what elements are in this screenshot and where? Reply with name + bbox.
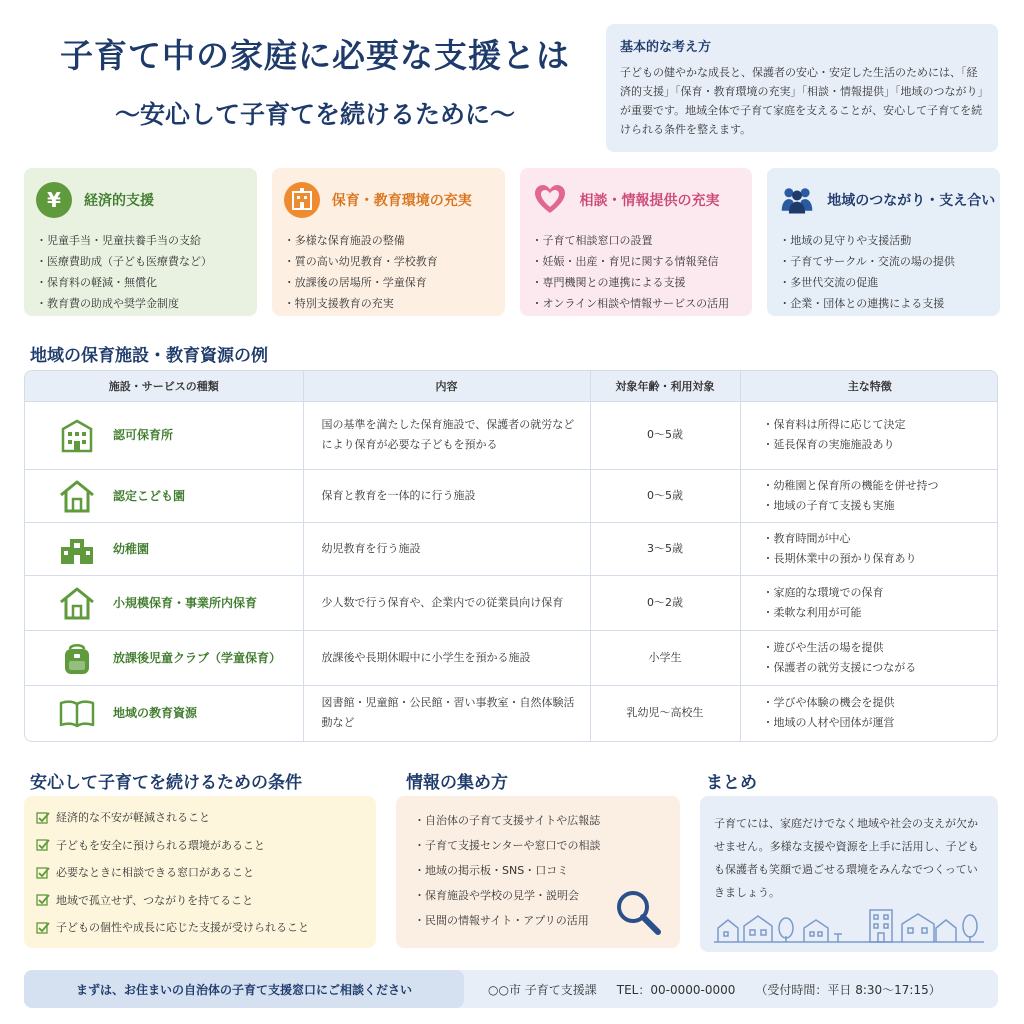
house-icon xyxy=(55,585,99,621)
list-item: ・専門機関との連携による支援 xyxy=(531,276,686,289)
facility-content: 保育と教育を一体的に行う施設 xyxy=(303,469,590,522)
heart-icon xyxy=(532,182,568,218)
facility-target: 0〜2歳 xyxy=(590,575,740,630)
list-item: ・民間の情報サイト・アプリの活用 xyxy=(414,914,589,927)
facilities-table xyxy=(24,370,998,742)
footer-bar xyxy=(24,970,998,1008)
list-item: ・オンライン相談や情報サービスの活用 xyxy=(531,297,730,310)
townscape-illustration xyxy=(714,906,984,946)
feature: ・遊びや生活の場を提供 xyxy=(762,640,884,654)
table-row xyxy=(25,575,998,630)
facility-name: 地域の教育資源 xyxy=(113,706,198,721)
list-item: ・地域の見守りや支援活動 xyxy=(779,234,912,247)
facility-target: 乳幼児〜高校生 xyxy=(590,685,740,741)
facility-content: 図書館・児童館・公民館・習い事教室・自然体験活動など xyxy=(303,685,590,741)
school-icon xyxy=(284,182,320,218)
facility-content: 幼児教育を行う施設 xyxy=(303,522,590,575)
list-item: ・多様な保育施設の整備 xyxy=(283,234,405,247)
check-icon xyxy=(36,838,50,852)
table-row xyxy=(25,469,998,522)
facility-name: 認可保育所 xyxy=(113,428,174,442)
check-icon xyxy=(36,893,50,907)
page-header xyxy=(30,30,600,131)
facility-name: 小規模保育・事業所内保育 xyxy=(113,595,258,610)
people-icon xyxy=(779,182,815,218)
card-title: 地域のつながり・支え合い xyxy=(827,193,996,209)
summary-box xyxy=(700,796,998,952)
facility-content: 国の基準を満たした保育施設で、保護者の就労などにより保育が必要な子どもを預かる xyxy=(303,401,590,469)
facility-name: 放課後児童クラブ（学童保育） xyxy=(113,650,282,665)
check-icon xyxy=(36,921,50,935)
column-header: 内容 xyxy=(303,371,590,401)
column-header: 主な特徴 xyxy=(740,371,998,401)
facilities-title: 地域の保育施設・教育資源の例 xyxy=(30,346,268,366)
summary-title: まとめ xyxy=(706,773,757,793)
book-icon xyxy=(55,695,99,731)
feature: ・保護者の就労支援につながる xyxy=(762,660,917,674)
table-row xyxy=(25,401,998,469)
office-hours: （受付時間：平日 8:30〜17:15） xyxy=(755,982,941,997)
list-item: 子どもの個性や成長に応じた支援が受けられること xyxy=(36,914,364,942)
concept-heading: 基本的な考え方 xyxy=(620,40,712,55)
feature: ・延長保育の実施施設あり xyxy=(762,438,895,451)
check-icon xyxy=(36,811,50,825)
feature: ・家庭的な環境での保育 xyxy=(762,585,884,599)
svg-text:¥: ¥ xyxy=(47,188,61,212)
office-name: ○○市 子育て支援課 xyxy=(488,982,597,997)
conditions-box xyxy=(24,796,376,948)
list-item: 経済的な不安が軽減されること xyxy=(36,804,364,832)
list-item: 地域で孤立せず、つながりを持てること xyxy=(36,887,364,915)
concept-box xyxy=(606,24,998,152)
list-item: 必要なときに相談できる窓口があること xyxy=(36,859,364,887)
list-item: ・教育費の助成や奨学金制度 xyxy=(36,297,179,310)
info-title: 情報の集め方 xyxy=(406,773,508,793)
feature: ・長期休業中の預かり保育あり xyxy=(762,551,917,565)
column-header: 対象年齢・利用対象 xyxy=(590,371,740,401)
facility-target: 3〜5歳 xyxy=(590,522,740,575)
facility-content: 少人数で行う保育や、企業内での従業員向け保育 xyxy=(303,575,590,630)
facility-name: 認定こども園 xyxy=(113,488,186,503)
support-cards xyxy=(24,168,1000,316)
footer-contact xyxy=(464,981,998,998)
kindergarten-icon xyxy=(55,531,99,567)
concept-body: 子どもの健やかな成長と、保護者の安心・安定した生活のためには、「経済的支援」「保育・教育環境の充実」「相談・情報提供」「地域のつながり」が重要です。地域全体で子育て家庭を支えることが、安心して子育てを続けられる条件を整えます。 xyxy=(620,66,983,136)
list-item: ・自治体の子育て支援サイトや広報誌 xyxy=(414,814,601,827)
facility-target: 小学生 xyxy=(590,630,740,685)
list-item: ・質の高い幼児教育・学校教育 xyxy=(283,255,438,268)
backpack-icon xyxy=(55,640,99,676)
table-row xyxy=(25,685,998,741)
facility-target: 0〜5歳 xyxy=(590,469,740,522)
card-community xyxy=(767,168,1000,316)
list-item: ・特別支援教育の充実 xyxy=(283,297,394,310)
card-consultation xyxy=(520,168,753,316)
list-item: ・企業・団体との連携による支援 xyxy=(779,297,945,310)
feature: ・柔軟な利用が可能 xyxy=(762,605,862,619)
feature: ・教育時間が中心 xyxy=(762,531,851,545)
list-item: ・保育施設や学校の見学・説明会 xyxy=(414,889,579,902)
check-icon xyxy=(36,866,50,880)
card-education xyxy=(272,168,505,316)
list-item: ・医療費助成（子ども医療費など） xyxy=(36,255,212,268)
feature: ・地域の人材や団体が運営 xyxy=(762,716,895,730)
feature: ・学びや体験の機会を提供 xyxy=(762,696,895,710)
house-icon xyxy=(55,478,99,514)
column-header: 施設・サービスの種類 xyxy=(25,371,303,401)
summary-body: 子育てには、家庭だけでなく地域や社会の支えが欠かせません。多様な支援や資源を上手に活用し、子どもも保護者も笑顔で過ごせる環境をみんなでつくっていきましょう。 xyxy=(714,817,979,899)
table-header-row xyxy=(25,371,998,401)
card-title: 経済的支援 xyxy=(84,193,154,209)
list-item: ・妊娠・出産・育児に関する情報発信 xyxy=(531,255,719,268)
table-row xyxy=(25,630,998,685)
facility-content: 放課後や長期休暇中に小学生を預かる施設 xyxy=(303,630,590,685)
feature: ・地域の子育て支援も実施 xyxy=(762,498,895,512)
facility-target: 0〜5歳 xyxy=(590,401,740,469)
yen-icon xyxy=(36,182,72,218)
list-item: ・多世代交流の促進 xyxy=(779,276,879,289)
office-tel: TEL：00-0000-0000 xyxy=(616,982,736,997)
list-item: ・地域の掲示板・SNS・口コミ xyxy=(414,864,569,877)
page-title: 子育て中の家庭に必要な支援とは xyxy=(60,36,570,75)
list-item: ・児童手当・児童扶養手当の支給 xyxy=(36,234,201,247)
page-subtitle: 〜安心して子育てを続けるために〜 xyxy=(114,100,515,129)
magnifier-icon xyxy=(612,886,664,938)
facility-name: 幼稚園 xyxy=(113,541,150,556)
footer-message: まずは、お住まいの自治体の子育て支援窓口にご相談ください xyxy=(24,970,464,1008)
card-title: 保育・教育環境の充実 xyxy=(331,193,472,209)
list-item: ・子育てサークル・交流の場の提供 xyxy=(779,255,955,268)
list-item: ・保育料の軽減・無償化 xyxy=(36,276,157,289)
card-title: 相談・情報提供の充実 xyxy=(579,193,720,209)
list-item: 子どもを安全に預けられる環境があること xyxy=(36,832,364,860)
conditions-title: 安心して子育てを続けるための条件 xyxy=(30,773,302,793)
table-row xyxy=(25,522,998,575)
feature: ・幼稚園と保育所の機能を併せ持つ xyxy=(762,478,939,492)
list-item: ・子育て相談窓口の設置 xyxy=(531,234,653,247)
list-item: ・子育て支援センターや窓口での相談 xyxy=(414,839,601,852)
info-box xyxy=(396,796,680,948)
list-item: ・放課後の居場所・学童保育 xyxy=(283,276,427,289)
feature: ・保育料は所得に応じて決定 xyxy=(762,418,906,431)
card-economic xyxy=(24,168,257,316)
building-icon xyxy=(55,417,99,453)
